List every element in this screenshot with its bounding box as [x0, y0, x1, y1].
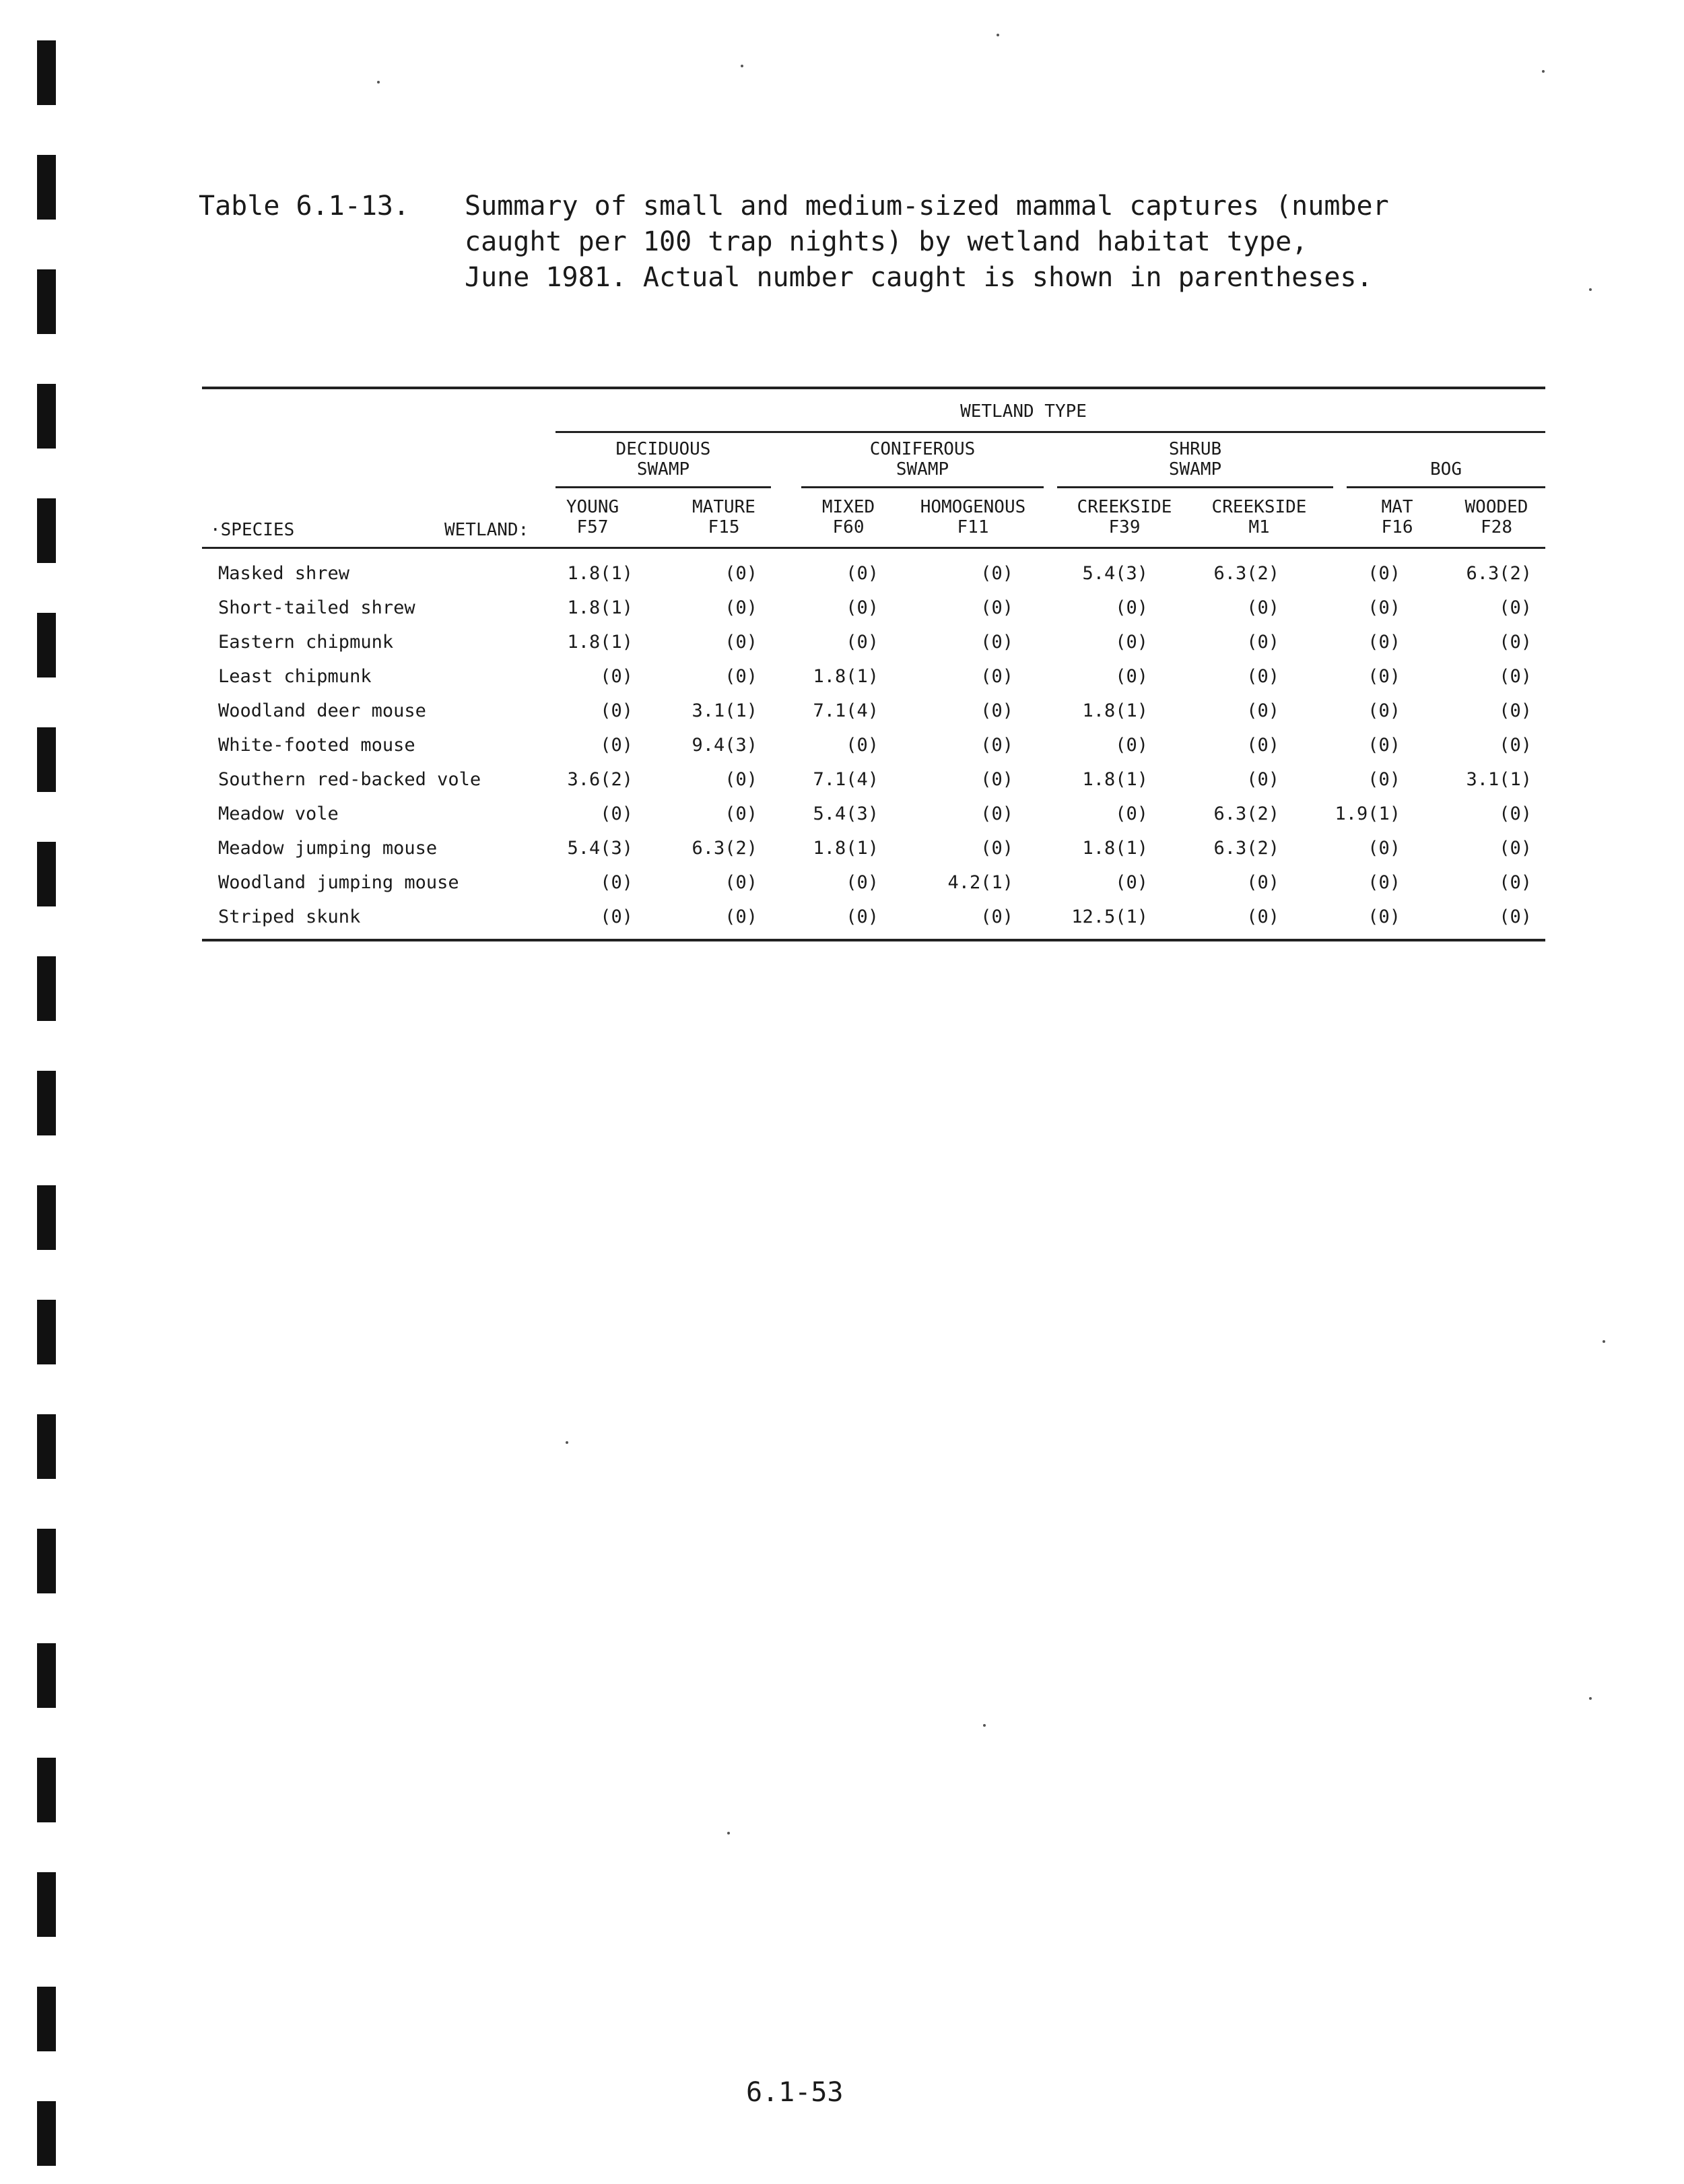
table-cell: 1.8(1) — [567, 632, 633, 653]
table-cell: (0) — [980, 632, 1013, 653]
group-rule — [1347, 486, 1545, 488]
binder-holes — [37, 40, 56, 2169]
table-cell: (0) — [980, 700, 1013, 721]
table-cell: 6.3(2) — [1213, 803, 1279, 824]
table-cell: (0) — [1246, 906, 1279, 927]
species-name: Least chipmunk — [218, 666, 372, 687]
table-cell: (0) — [725, 906, 757, 927]
table-cell: (0) — [1368, 563, 1401, 584]
binder-hole — [37, 384, 56, 449]
table-top-rule — [202, 387, 1545, 389]
table-cell: (0) — [846, 906, 879, 927]
table-cell: (0) — [1115, 872, 1148, 893]
table-cell: 7.1(4) — [813, 769, 879, 790]
table-cell: 1.8(1) — [567, 563, 633, 584]
table-cell: 3.1(1) — [692, 700, 757, 721]
table-cell: 5.4(3) — [567, 838, 633, 859]
column-code: F57 — [576, 517, 609, 537]
table-cell: 3.1(1) — [1466, 769, 1532, 790]
table-cell: (0) — [980, 838, 1013, 859]
table-cell: (0) — [846, 872, 879, 893]
column-header — [801, 497, 896, 537]
table-cell: 3.6(2) — [567, 769, 633, 790]
scan-speck — [1589, 288, 1592, 291]
column-name: MIXED — [821, 497, 875, 517]
table-cell: (0) — [1246, 597, 1279, 618]
binder-hole — [37, 269, 56, 334]
scan-speck — [741, 65, 743, 67]
column-name: MAT — [1381, 497, 1413, 517]
column-code: F39 — [1108, 517, 1141, 537]
table-cell: (0) — [1499, 838, 1532, 859]
table-cell: (0) — [846, 735, 879, 756]
table-cell: 6.3(2) — [1466, 563, 1532, 584]
scan-speck — [1589, 1697, 1592, 1700]
table-cell: (0) — [725, 632, 757, 653]
species-name: Eastern chipmunk — [218, 632, 394, 653]
table-cell: (0) — [1115, 803, 1148, 824]
table-cell: (0) — [725, 803, 757, 824]
table-cell: (0) — [725, 597, 757, 618]
scan-speck — [997, 34, 999, 36]
column-header — [1350, 497, 1444, 537]
scan-speck — [1542, 70, 1545, 73]
column-header — [670, 497, 778, 537]
group-header-line: SWAMP — [896, 459, 949, 479]
table-cell: (0) — [1115, 735, 1148, 756]
table-cell: (0) — [1246, 700, 1279, 721]
table-cell: (0) — [1499, 700, 1532, 721]
table-cell: (0) — [1499, 803, 1532, 824]
binder-hole — [37, 1071, 56, 1135]
table-cell: (0) — [980, 803, 1013, 824]
table-number: Table 6.1-13. — [199, 191, 410, 222]
column-header — [552, 497, 633, 537]
table-cell: (0) — [1368, 872, 1401, 893]
binder-hole — [37, 1185, 56, 1250]
table-cell: (0) — [600, 666, 633, 687]
table-cell: 9.4(3) — [692, 735, 757, 756]
column-name: HOMOGENOUS — [920, 497, 1026, 517]
binder-hole — [37, 727, 56, 792]
table-cell: (0) — [725, 769, 757, 790]
species-header: ·SPECIES — [210, 520, 295, 540]
table-cell: (0) — [1246, 632, 1279, 653]
group-rule — [555, 486, 771, 488]
binder-hole — [37, 1300, 56, 1364]
group-header-bog — [1347, 459, 1545, 479]
table-cell: (0) — [1368, 735, 1401, 756]
column-code: F28 — [1481, 517, 1512, 537]
table-cell: (0) — [1368, 700, 1401, 721]
species-name: Striped skunk — [218, 906, 361, 927]
table-cell: (0) — [1368, 632, 1401, 653]
group-header-line: SHRUB — [1168, 439, 1222, 459]
table-cell: (0) — [1499, 872, 1532, 893]
wetland-type-rule — [555, 431, 1545, 433]
species-name: Meadow jumping mouse — [218, 838, 438, 859]
table-cell: (0) — [600, 872, 633, 893]
table-cell: (0) — [1246, 769, 1279, 790]
table-cell: 6.3(2) — [1213, 563, 1279, 584]
table-cell: (0) — [1115, 597, 1148, 618]
header-bottom-rule — [202, 547, 1545, 549]
scan-speck — [1603, 1340, 1605, 1343]
group-rule — [1057, 486, 1333, 488]
table-cell: (0) — [1499, 632, 1532, 653]
table-cell: 5.4(3) — [1082, 563, 1148, 584]
species-name: Woodland deer mouse — [218, 700, 426, 721]
table-cell: 4.2(1) — [947, 872, 1013, 893]
binder-hole — [37, 1529, 56, 1593]
table-cell: (0) — [1368, 838, 1401, 859]
scan-speck — [727, 1832, 730, 1834]
table-cell: (0) — [1499, 735, 1532, 756]
table-cell: (0) — [1115, 666, 1148, 687]
table-cell: 12.5(1) — [1071, 906, 1148, 927]
binder-hole — [37, 155, 56, 220]
group-header-deciduous — [555, 439, 771, 479]
column-name: YOUNG — [566, 497, 619, 517]
column-header — [1448, 497, 1545, 537]
scan-speck — [377, 81, 380, 84]
table-cell: (0) — [846, 597, 879, 618]
table-cell: (0) — [980, 666, 1013, 687]
column-name: CREEKSIDE — [1077, 497, 1172, 517]
table-cell: (0) — [1499, 666, 1532, 687]
table-cell: (0) — [725, 563, 757, 584]
table-cell: (0) — [980, 906, 1013, 927]
species-name: Meadow vole — [218, 803, 339, 824]
binder-hole — [37, 40, 56, 105]
column-header — [902, 497, 1044, 537]
group-header-coniferous — [801, 439, 1044, 479]
table-cell: (0) — [1246, 666, 1279, 687]
table-cell: 1.8(1) — [1082, 838, 1148, 859]
table-cell: 1.9(1) — [1335, 803, 1401, 824]
table-cell: (0) — [600, 700, 633, 721]
species-name: Southern red-backed vole — [218, 769, 481, 790]
table-cell: (0) — [600, 735, 633, 756]
binder-hole — [37, 1414, 56, 1479]
group-header-line: CONIFEROUS — [869, 439, 976, 459]
table-cell: (0) — [1246, 735, 1279, 756]
table-cell: (0) — [1499, 906, 1532, 927]
wetland-label: WETLAND: — [444, 520, 529, 540]
column-name: MATURE — [692, 497, 755, 517]
scan-speck — [566, 1441, 568, 1444]
binder-hole — [37, 956, 56, 1021]
table-cell: 1.8(1) — [1082, 700, 1148, 721]
binder-hole — [37, 2101, 56, 2166]
table-cell: (0) — [846, 632, 879, 653]
table-cell: (0) — [980, 769, 1013, 790]
table-cell: 5.4(3) — [813, 803, 879, 824]
caption-line: caught per 100 trap nights) by wetland habitat type, — [465, 226, 1308, 257]
binder-hole — [37, 613, 56, 677]
binder-hole — [37, 1643, 56, 1708]
species-name: Masked shrew — [218, 563, 350, 584]
table-cell: (0) — [980, 563, 1013, 584]
column-code: F11 — [957, 517, 989, 537]
table-cell: (0) — [846, 563, 879, 584]
table-bottom-rule — [202, 939, 1545, 941]
binder-hole — [37, 842, 56, 906]
table-cell: 1.8(1) — [1082, 769, 1148, 790]
table-cell: (0) — [1368, 906, 1401, 927]
table-cell: (0) — [1246, 872, 1279, 893]
table-cell: 1.8(1) — [567, 597, 633, 618]
species-name: Woodland jumping mouse — [218, 872, 459, 893]
wetland-type-header: WETLAND TYPE — [960, 401, 1087, 422]
table-cell: (0) — [725, 872, 757, 893]
caption-text — [465, 189, 1515, 296]
species-name: Short-tailed shrew — [218, 597, 415, 618]
table-cell: (0) — [1368, 769, 1401, 790]
table-cell: (0) — [1368, 597, 1401, 618]
species-name: White-footed mouse — [218, 735, 415, 756]
group-header-line: SWAMP — [636, 459, 690, 479]
group-header-line: BOG — [1430, 459, 1462, 479]
table-cell: 6.3(2) — [1213, 838, 1279, 859]
binder-hole — [37, 1987, 56, 2051]
caption-line: June 1981. Actual number caught is shown in parentheses. — [465, 262, 1373, 293]
column-code: M1 — [1248, 517, 1270, 537]
group-header-shrub — [1057, 439, 1333, 479]
table-cell: (0) — [980, 735, 1013, 756]
table-cell: 6.3(2) — [692, 838, 757, 859]
column-code: F16 — [1381, 517, 1413, 537]
table-cell: 1.8(1) — [813, 838, 879, 859]
column-code: F60 — [832, 517, 865, 537]
table-cell: (0) — [980, 597, 1013, 618]
scan-speck — [983, 1724, 986, 1727]
table-cell: 7.1(4) — [813, 700, 879, 721]
binder-hole — [37, 498, 56, 563]
binder-hole — [37, 1758, 56, 1822]
column-name: WOODED — [1464, 497, 1528, 517]
table-cell: (0) — [1115, 632, 1148, 653]
group-header-line: DECIDUOUS — [615, 439, 711, 459]
page-number: 6.1-53 — [746, 2077, 844, 2108]
table-cell: (0) — [725, 666, 757, 687]
table-cell: (0) — [600, 906, 633, 927]
table-cell: (0) — [1368, 666, 1401, 687]
group-header-line: SWAMP — [1168, 459, 1222, 479]
table-cell: (0) — [1499, 597, 1532, 618]
binder-hole — [37, 1872, 56, 1937]
caption-line: Summary of small and medium-sized mammal captures (number — [465, 191, 1389, 222]
table-cell: (0) — [600, 803, 633, 824]
column-header — [1192, 497, 1326, 537]
column-name: CREEKSIDE — [1211, 497, 1307, 517]
column-header — [1057, 497, 1192, 537]
group-rule — [801, 486, 1044, 488]
column-code: F15 — [708, 517, 740, 537]
table-cell: 1.8(1) — [813, 666, 879, 687]
